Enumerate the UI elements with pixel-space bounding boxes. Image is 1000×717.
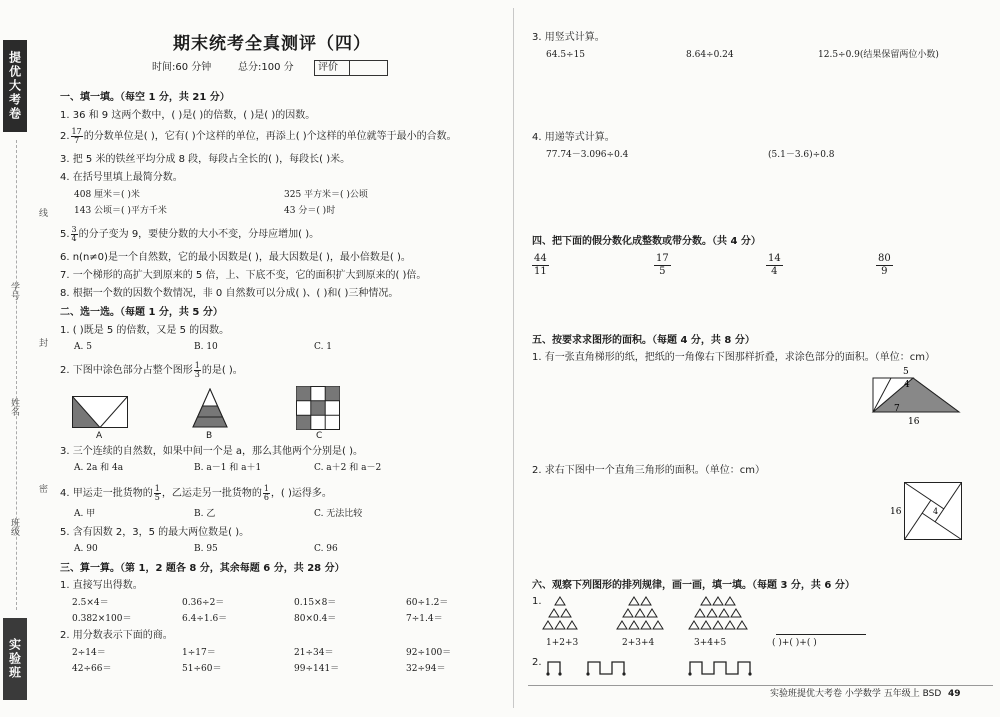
square-label-16: 16 bbox=[890, 507, 902, 517]
sec2-heading: 二、选一选。（每题 1 分，共 5 分） bbox=[60, 307, 223, 318]
sec1-q5-text: 的分子变为 9，要使分数的大小不变，分母应增加( )。 bbox=[78, 228, 320, 240]
sec1-q4-item-4: 43 分＝( )时 bbox=[284, 206, 336, 216]
sec3-q1-r2-c2: 6.4÷1.6＝ bbox=[182, 614, 228, 624]
sec3-q2-r1-c3: 21÷34＝ bbox=[294, 648, 334, 658]
sec2-q4-text-c: ，( )运得多。 bbox=[270, 487, 332, 499]
sec2-q4-opt-b: B. 乙 bbox=[194, 509, 216, 519]
sec6-heading: 六、观察下列图形的排列规律，画一画，填一填。（每题 3 分，共 6 分） bbox=[532, 580, 855, 591]
sec3-q1-r1-c1: 2.5×4＝ bbox=[72, 598, 109, 608]
sec2-q1: 1. ( )既是 5 的倍数，又是 5 的因数。 bbox=[60, 325, 230, 336]
seal-char-1: 线 bbox=[37, 208, 47, 217]
brand-top: 提优大考卷 bbox=[3, 40, 27, 132]
seal-char-3: 密 bbox=[37, 484, 47, 493]
sec3-q2-r2-c3: 99÷141＝ bbox=[294, 664, 340, 674]
figure-a-label: A bbox=[96, 431, 103, 441]
seal-char-2: 封 bbox=[37, 338, 47, 347]
sec2-q4-opt-a: A. 甲 bbox=[74, 509, 96, 519]
sec2-q1-opt-c: C. 1 bbox=[314, 342, 333, 352]
brand-bottom: 实验班 bbox=[3, 618, 27, 700]
answer-line[interactable] bbox=[776, 634, 866, 635]
sec2-q2-text-a: 2. 下图中涂色部分占整个图形 bbox=[60, 364, 193, 376]
sec2-q3: 3. 三个连续的自然数，如果中间一个是 a，那么其他两个分别是( )。 bbox=[60, 446, 364, 457]
sec2-q5-opt-c: C. 96 bbox=[314, 544, 338, 554]
sec3-q1-r1-c3: 0.15×8＝ bbox=[294, 598, 337, 608]
sec3-q3-item-1: 64.5÷15 bbox=[546, 50, 586, 60]
eval-label: 评价 bbox=[318, 62, 338, 73]
footer-rule bbox=[528, 685, 993, 686]
sec3-q2-r2-c4: 32÷94＝ bbox=[406, 664, 446, 674]
sec4-frac-2: 17 5 bbox=[656, 253, 669, 277]
sec4-heading: 四、把下面的假分数化成整数或带分数。（共 4 分） bbox=[532, 236, 761, 247]
sec3-q2-r1-c4: 92÷100＝ bbox=[406, 648, 452, 658]
sec3-q3-item-3: 12.5÷0.9(结果保留两位小数) bbox=[818, 50, 939, 60]
footer-text: 实验班提优大考卷 小学数学 五年级上 BSD bbox=[770, 689, 942, 699]
tri-caption-1: 1+2+3 bbox=[546, 638, 579, 648]
sec1-q2-fraction: $\frac{17}{7}$ bbox=[71, 127, 82, 145]
sec1-q3: 3. 把 5 米的铁丝平均分成 8 段，每段占全长的( )，每段长( )米。 bbox=[60, 154, 351, 165]
sec2-q4-fraction-2: $\frac{1}{6}$ bbox=[263, 484, 269, 502]
sec3-q1-r2-c1: 0.382×100＝ bbox=[72, 614, 132, 624]
blank-sum: ( )+( )+( ) bbox=[772, 638, 817, 648]
sec2-q5: 5. 含有因数 2，3，5 的最大两位数是( )。 bbox=[60, 527, 250, 538]
figure-c bbox=[296, 386, 340, 430]
field-student-no: 学号 bbox=[9, 282, 19, 300]
square-figure bbox=[890, 476, 970, 546]
sec2-q4-text-b: ，乙运走另一批货物的 bbox=[161, 487, 262, 499]
sec2-q4 bbox=[60, 485, 332, 502]
tri-caption-3: 3+4+5 bbox=[694, 638, 727, 648]
sec2-q1-opt-b: B. 10 bbox=[194, 342, 218, 352]
sec1-heading: 一、填一填。（每空 1 分，共 21 分） bbox=[60, 92, 230, 103]
exam-title: 期末统考全真测评（四） bbox=[173, 34, 371, 54]
sec2-q4-opt-c: C. 无法比较 bbox=[314, 509, 363, 519]
triangle-pattern bbox=[538, 596, 808, 640]
sec3-q3: 3. 用竖式计算。 bbox=[532, 32, 605, 43]
sec1-q5-fraction: $\frac{3}{4}$ bbox=[71, 225, 77, 243]
page-number: 49 bbox=[948, 689, 961, 699]
sec2-q1-opt-a: A. 5 bbox=[74, 342, 92, 352]
binding-line bbox=[16, 140, 18, 610]
sec1-q4-item-1: 408 厘米＝( )米 bbox=[74, 190, 140, 200]
sec3-heading: 三、算一算。（第 1，2 题各 8 分，其余每题 6 分，共 28 分） bbox=[60, 563, 345, 574]
sec2-q3-opt-b: B. a－1 和 a＋1 bbox=[194, 463, 262, 473]
sec1-q5 bbox=[60, 226, 319, 243]
tri-caption-2: 2+3+4 bbox=[622, 638, 655, 648]
sec3-q2-r1-c2: 1÷17＝ bbox=[182, 648, 216, 658]
sec2-q2-text-b: 的是( )。 bbox=[201, 364, 243, 376]
eval-box[interactable] bbox=[314, 60, 388, 76]
figure-b bbox=[192, 388, 228, 428]
sec3-q4-item-1: 77.74－3.096÷0.4 bbox=[546, 150, 629, 160]
sec3-q2-r2-c2: 51÷60＝ bbox=[182, 664, 222, 674]
sec1-q4: 4. 在括号里填上最简分数。 bbox=[60, 172, 183, 183]
sec3-q4-item-2: (5.1－3.6)÷0.8 bbox=[768, 150, 835, 160]
sec2-q4-fraction-1: $\frac{1}{5}$ bbox=[154, 484, 160, 502]
field-class: 班级 bbox=[9, 518, 19, 536]
figure-a bbox=[72, 396, 128, 428]
sec2-q2 bbox=[60, 362, 243, 379]
sec3-q1-r1-c4: 60÷1.2＝ bbox=[406, 598, 449, 608]
sec5-heading: 五、按要求求图形的面积。（每题 4 分，共 8 分） bbox=[532, 335, 755, 346]
sec1-q8: 8. 根据一个数的因数个数情况，非 0 自然数可以分成( )、( )和( )三种情况。 bbox=[60, 288, 399, 299]
figure-c-label: C bbox=[316, 431, 323, 441]
sec5-q2: 2. 求右下图中一个直角三角形的面积。（单位：cm） bbox=[532, 465, 765, 476]
field-name: 姓名 bbox=[9, 398, 19, 416]
sec1-q7: 7. 一个梯形的高扩大到原来的 5 倍，上、下底不变，它的面积扩大到原来的( )倍。 bbox=[60, 270, 427, 281]
sec1-q2-num: 2. bbox=[60, 130, 70, 142]
sec1-q2-text: 的分数单位是( )，它有( )个这样的单位，再添上( )个这样的单位就等于最小的合数。 bbox=[83, 130, 457, 142]
sec3-q1: 1. 直接写出得数。 bbox=[60, 580, 143, 591]
square-label-4: 4 bbox=[933, 507, 939, 516]
sec4-frac-3: 14 4 bbox=[768, 253, 781, 277]
step-pattern bbox=[540, 656, 820, 680]
sec3-q2-r1-c1: 2÷14＝ bbox=[72, 648, 106, 658]
eval-box-divider bbox=[349, 61, 350, 75]
sec5-q1: 1. 有一张直角梯形的纸，把纸的一角像右下图那样折叠，求涂色部分的面积。（单位：cm） bbox=[532, 352, 935, 363]
time-label: 时间:60 分钟 bbox=[152, 62, 212, 73]
sec2-q2-fraction: $\frac{1}{3}$ bbox=[194, 361, 200, 379]
sec1-q6: 6. n(n≠0)是一个自然数，它的最小因数是( )，最大因数是( )，最小倍数是( )。 bbox=[60, 252, 411, 263]
sec1-q4-item-2: 325 平方米＝( )公顷 bbox=[284, 190, 368, 200]
sec3-q2: 2. 用分数表示下面的商。 bbox=[60, 630, 173, 641]
trap-label-4: 4 bbox=[904, 380, 910, 390]
page-divider bbox=[513, 8, 514, 708]
sec4-frac-1: 44 11 bbox=[534, 253, 547, 277]
sec3-q1-r1-c2: 0.36÷2＝ bbox=[182, 598, 225, 608]
sec4-frac-4: 80 9 bbox=[878, 253, 891, 277]
trap-label-5: 5 bbox=[903, 367, 909, 377]
sec3-q4: 4. 用递等式计算。 bbox=[532, 132, 615, 143]
trap-label-16: 16 bbox=[908, 417, 920, 426]
sec6-q1-num: 1. bbox=[532, 596, 542, 607]
score-label: 总分:100 分 bbox=[238, 62, 294, 73]
sec2-q4-text-a: 4. 甲运走一批货物的 bbox=[60, 487, 153, 499]
sec2-q3-opt-c: C. a＋2 和 a－2 bbox=[314, 463, 382, 473]
sec3-q2-r2-c1: 42÷66＝ bbox=[72, 664, 112, 674]
sec2-q3-opt-a: A. 2a 和 4a bbox=[74, 463, 124, 473]
sec1-q1: 1. 36 和 9 这两个数中，( )是( )的倍数，( )是( )的因数。 bbox=[60, 110, 316, 121]
sec1-q5-num: 5. bbox=[60, 228, 70, 240]
sec6-q2-num: 2. bbox=[532, 657, 542, 668]
sec3-q1-r2-c4: 7÷1.4＝ bbox=[406, 614, 443, 624]
trap-label-7: 7 bbox=[894, 404, 900, 414]
sec2-q5-opt-b: B. 95 bbox=[194, 544, 218, 554]
figure-b-label: B bbox=[206, 431, 213, 441]
sec3-q3-item-2: 8.64÷0.24 bbox=[686, 50, 734, 60]
sec1-q4-item-3: 143 公顷＝( )平方千米 bbox=[74, 206, 167, 216]
trapezoid-figure bbox=[864, 364, 964, 426]
sec2-q5-opt-a: A. 90 bbox=[74, 544, 98, 554]
sec1-q2 bbox=[60, 128, 457, 145]
sec3-q1-r2-c3: 80×0.4＝ bbox=[294, 614, 337, 624]
